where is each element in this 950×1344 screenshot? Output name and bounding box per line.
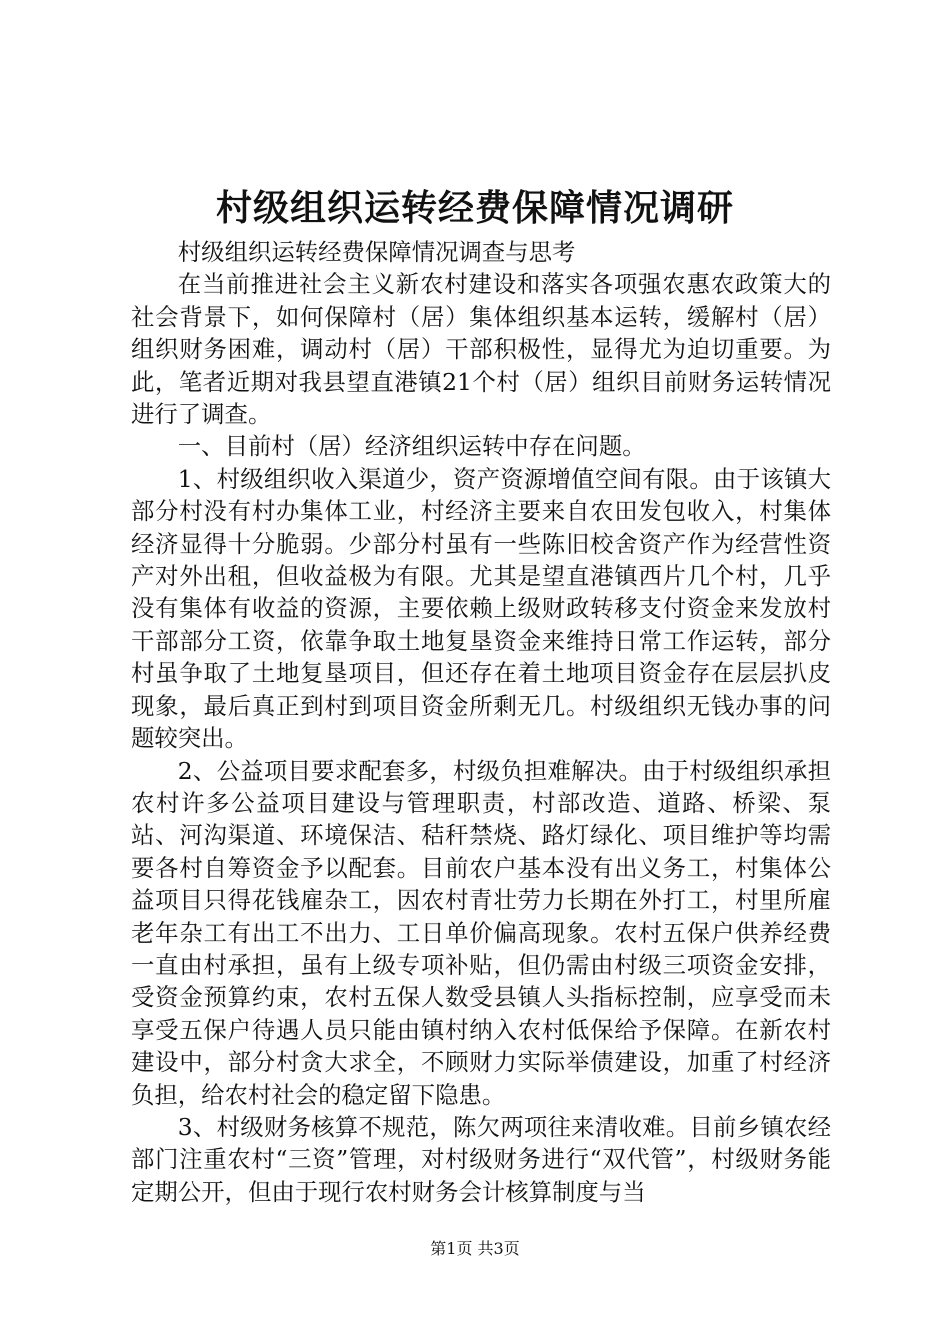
- point-2-paragraph: 2、公益项目要求配套多，村级负担难解决。由于村级组织承担农村许多公益项目建设与管理职责，村部改造、道路、桥梁、泵站、河沟渠道、环境保洁、秸秆禁烧、路灯绿化、项目维护等均需要各村自筹资金予以配套。目前农户基本没有出义务工，村集体公益项目只得花钱雇杂工，因农村青壮劳力长期在外打工，村里所雇老年杂工有出工不出力、工日单价偏高现象。农村五保户供养经费一直由村承担，虽有上级专项补贴，但仍需由村级三项资金安排，受资金预算约束，农村五保人数受县镇人头指标控制，应享受而未享受五保户待遇人员只能由镇村纳入农村低保给予保障。在新农村建设中，部分村贪大求全，不顾财力实际举债建设，加重了村经济负担，给农村社会的稳定留下隐患。: [131, 756, 831, 1109]
- point-3-paragraph: 3、村级财务核算不规范，陈欠两项往来清收难。目前乡镇农经部门注重农村“三资”管理，对村级财务进行“双代管”，村级财务能定期公开，但由于现行农村财务会计核算制度与当: [131, 1112, 831, 1206]
- point-1-paragraph: 1、村级组织收入渠道少，资产资源增值空间有限。由于该镇大部分村没有村办集体工业，村经济主要来自农田发包收入，村集体经济显得十分脆弱。少部分村虽有一些陈旧校舍资产作为经营性资产对外出租，但收益极为有限。尤其是望直港镇西片几个村，几乎没有集体有收益的资源，主要依赖上级财政转移支付资金来发放村干部部分工资，依靠争取土地复垦资金来维持日常工作运转，部分村虽争取了土地复垦项目，但还存在着土地项目资金存在层层扒皮现象，最后真正到村到项目资金所剩无几。村级组织无钱办事的问题较突出。: [131, 464, 831, 753]
- document-body: [131, 236, 831, 1208]
- page-number-footer: 第1页 共3页: [430, 1239, 520, 1258]
- subtitle-paragraph: 村级组织运转经费保障情况调查与思考: [177, 238, 576, 266]
- section-heading: 一、目前村（居）经济组织运转中存在问题。: [177, 432, 646, 461]
- document-title: 村级组织运转经费保障情况调研: [215, 188, 734, 229]
- intro-paragraph: 在当前推进社会主义新农村建设和落实各项强农惠农政策大的社会背景下，如何保障村（居）集体组织基本运转，缓解村（居）组织财务困难，调动村（居）干部积极性，显得尤为迫切重要。为此，笔者近期对我县望直港镇21个村（居）组织目前财务运转情况进行了调查。: [131, 270, 831, 429]
